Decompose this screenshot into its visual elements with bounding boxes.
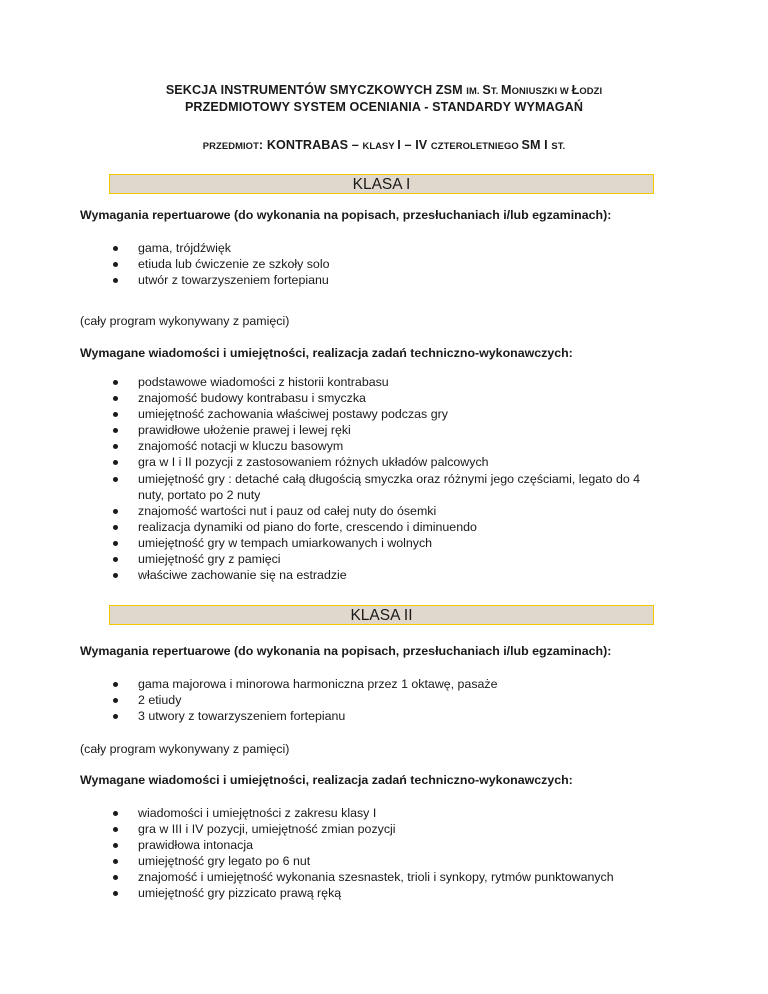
bullet-icon (113, 262, 118, 267)
list-item-text: 2 etiudy (138, 693, 182, 708)
bullet-icon (113, 396, 118, 401)
list-item (0, 406, 768, 422)
klasa-2-skills-list (0, 805, 768, 902)
bullet-icon (113, 875, 118, 880)
list-item-text: gama, trójdźwięk (138, 241, 231, 255)
header-w: W (559, 85, 572, 96)
list-item (0, 837, 768, 853)
list-item (0, 567, 768, 583)
bullet-icon (113, 278, 118, 283)
bullet-icon (113, 891, 118, 896)
list-item (0, 471, 768, 503)
list-item (0, 272, 768, 288)
bullet-icon (113, 698, 118, 703)
list-item-text: etiuda lub ćwiczenie ze szkoły solo (138, 257, 330, 272)
klasa-1-note: (cały program wykonywany z pamięci) (80, 314, 290, 328)
list-item (0, 535, 768, 551)
list-item (0, 503, 768, 519)
list-item (0, 454, 768, 470)
klasa-2-repertoire-list (0, 676, 768, 724)
list-item (0, 390, 768, 406)
list-item-text: wiadomości i umiejętności z zakresu klasy I (138, 806, 377, 820)
bullet-icon (113, 811, 118, 816)
list-item-text: prawidłowa intonacja (138, 838, 254, 853)
list-item-text: 3 utwory z towarzyszeniem fortepianu (138, 709, 346, 724)
list-item-text: gra w I i II pozycji z zastosowaniem różnych układów palcowych (138, 455, 489, 470)
header-sm-i: SM I (521, 138, 552, 152)
list-item (0, 692, 768, 708)
list-item-text: realizacja dynamiki od piano do forte, crescendo i diminuendo (138, 519, 477, 534)
list-item (0, 551, 768, 567)
bullet-icon (113, 380, 118, 385)
bullet-icon (113, 428, 118, 433)
klasa-1-title: KLASA I (109, 174, 654, 194)
klasa-2-title: KLASA II (109, 605, 654, 625)
header-colon: : (258, 138, 267, 152)
klasa-1-skills-heading: Wymagane wiadomości i umiejętności, realizacja zadań techniczno-wykonawczych: (80, 346, 573, 360)
list-item-text: znajomość wartości nut i pauz od całej nuty do ósemki (138, 503, 437, 518)
header-st-initial: S (482, 83, 491, 97)
bullet-icon (113, 460, 118, 465)
klasa-2-repertoire-heading: Wymagania repertuarowe (do wykonania na popisach, przesłuchaniach i/lub egzaminach): (80, 644, 612, 658)
bullet-icon (113, 557, 118, 562)
list-item (0, 885, 768, 901)
list-item-text: umiejętność gry w tempach umiarkowanych i wolnych (138, 535, 433, 550)
bullet-icon (113, 573, 118, 578)
list-item-text: znajomość i umiejętność wykonania szesnastek, trioli i synkopy, rytmów punktowanych (138, 870, 614, 885)
header-klasy: KLASY (362, 140, 398, 151)
bullet-icon (113, 827, 118, 832)
header-line-1 (0, 82, 768, 99)
header-i-iv: I – IV (397, 138, 431, 152)
header-lodz-rest: ODZI (579, 85, 603, 96)
list-item-text: znajomość budowy kontrabasu i smyczka (138, 391, 366, 406)
list-item-text: umiejętność gry : detaché całą długością smyczka oraz różnymi jego częściami, legato do 4 nuty, portato po 2 nuty (138, 471, 641, 502)
bullet-icon (113, 412, 118, 417)
bullet-icon (113, 859, 118, 864)
bullet-icon (113, 509, 118, 514)
header-kontrabas: KONTRABAS – (266, 138, 363, 152)
bullet-icon (113, 541, 118, 546)
list-item (0, 240, 768, 256)
bullet-icon (113, 477, 118, 482)
list-item (0, 805, 768, 821)
klasa-1-repertoire-list (0, 240, 768, 288)
list-item (0, 374, 768, 390)
list-item-text: znajomość notacji w kluczu basowym (138, 439, 344, 454)
bullet-icon (113, 525, 118, 530)
list-item (0, 422, 768, 438)
list-item (0, 853, 768, 869)
bullet-icon (113, 682, 118, 687)
list-item-text: umiejętność gry z pamięci (138, 552, 281, 567)
bullet-icon (113, 843, 118, 848)
klasa-2-note: (cały program wykonywany z pamięci) (80, 742, 290, 756)
bullet-icon (113, 246, 118, 251)
header-czteroletniego: CZTEROLETNIEGO (430, 140, 522, 151)
list-item-text: prawidłowe ułożenie prawej i lewej ręki (138, 423, 351, 438)
header-st-rest: T. (490, 85, 502, 96)
bullet-icon (113, 714, 118, 719)
klasa-1-repertoire-heading: Wymagania repertuarowe (do wykonania na popisach, przesłuchaniach i/lub egzaminach): (80, 208, 612, 222)
list-item (0, 256, 768, 272)
header-subject-line (0, 137, 768, 154)
list-item-text: gama majorowa i minorowa harmoniczna przez 1 oktawę, pasaże (138, 677, 498, 691)
list-item-text: właściwe zachowanie się na estradzie (138, 568, 347, 583)
list-item (0, 676, 768, 692)
list-item-text: gra w III i IV pozycji, umiejętność zmian pozycji (138, 822, 396, 837)
bullet-icon (113, 444, 118, 449)
klasa-2-skills-heading: Wymagane wiadomości i umiejętności, realizacja zadań techniczno-wykonawczych: (80, 773, 573, 787)
header-school-name: SEKCJA INSTRUMENTÓW SMYCZKOWYCH ZSM (165, 83, 467, 97)
list-item-text: umiejętność gry legato po 6 nut (138, 854, 311, 869)
header-moniuszki-rest: ONIUSZKI (511, 85, 560, 96)
list-item-text: utwór z towarzyszeniem fortepianu (138, 273, 329, 288)
header-im: IM. (466, 85, 483, 96)
header-przedmiot: PRZEDMIOT (202, 140, 259, 151)
list-item (0, 869, 768, 885)
header-line-2: PRZEDMIOTOWY SYSTEM OCENIANIA - STANDARDY WYMAGAŃ (184, 100, 584, 114)
list-item (0, 708, 768, 724)
list-item-text: umiejętność gry pizzicato prawą ręką (138, 886, 342, 901)
header-moniuszki-initial: M (501, 83, 512, 97)
list-item (0, 519, 768, 535)
list-item-text: podstawowe wiadomości z historii kontrabasu (138, 375, 389, 389)
header-st: ST. (551, 140, 566, 151)
list-item-text: umiejętność zachowania właściwej postawy podczas gry (138, 407, 448, 422)
klasa-1-skills-list (0, 374, 768, 583)
list-item (0, 821, 768, 837)
list-item (0, 438, 768, 454)
header-lodz-initial: Ł (571, 83, 580, 97)
